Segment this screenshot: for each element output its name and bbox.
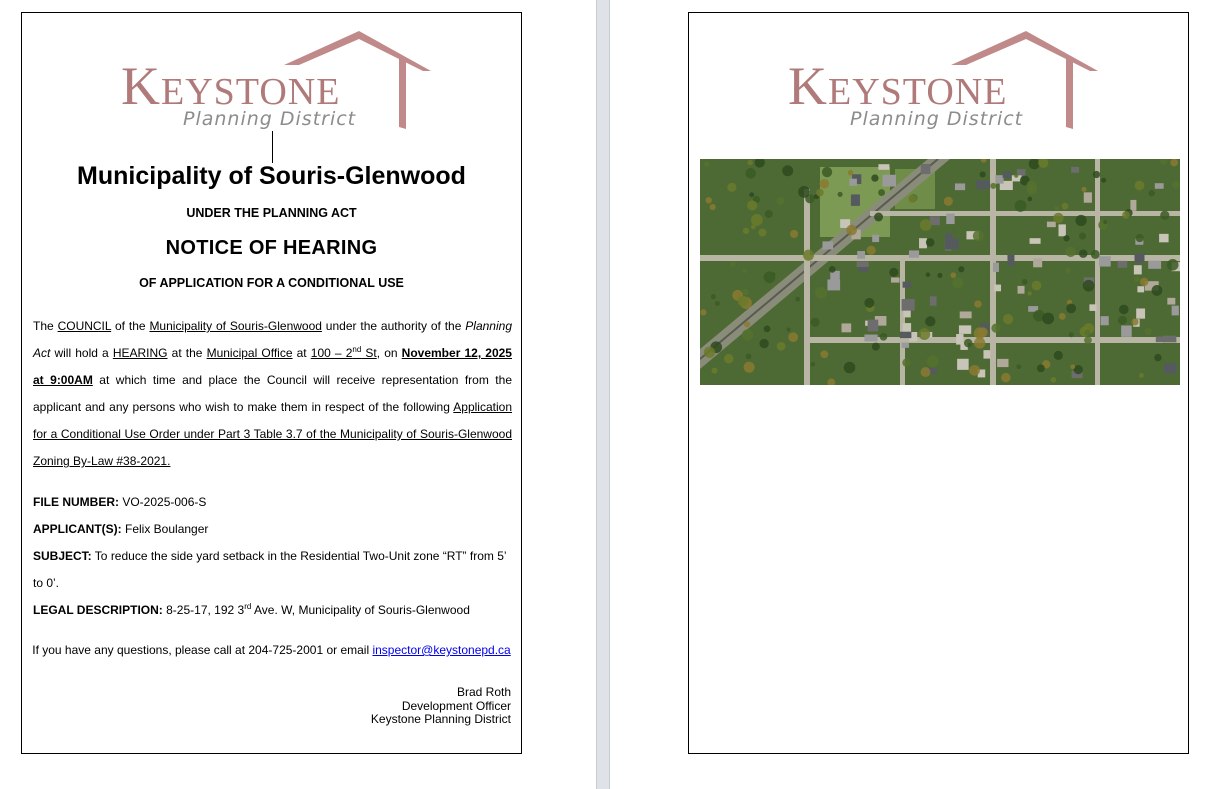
application-text: Application for a Conditional Use Order under Part 3 Table 3.7 of the Municipality of Souris-Glenwood Zoning By-Law #38-2021. xyxy=(33,400,512,468)
aerial-tree xyxy=(1122,211,1130,219)
aerial-house xyxy=(1059,224,1066,236)
aerial-tree xyxy=(926,238,935,247)
file-number: FILE NUMBER: VO-2025-006-S xyxy=(33,495,207,509)
aerial-tree xyxy=(743,228,749,234)
aerial-tree xyxy=(746,354,752,360)
applicant: APPLICANT(S): Felix Boulanger xyxy=(33,522,209,536)
signature-name: Brad Roth xyxy=(456,685,511,699)
aerial-tree xyxy=(782,165,793,176)
aerial-house xyxy=(993,263,999,272)
aerial-house xyxy=(957,359,969,370)
aerial-tree xyxy=(1119,305,1129,315)
aerial-tree xyxy=(964,339,972,347)
aerial-tree xyxy=(951,272,957,278)
aerial-tree xyxy=(1081,187,1086,192)
aerial-tree xyxy=(1083,280,1095,292)
logo-keystone-2: EYSTONE xyxy=(828,71,1008,113)
aerial-tree xyxy=(1015,200,1027,212)
aerial-tree xyxy=(1140,278,1148,286)
signature-org: Keystone Planning District xyxy=(370,712,511,726)
aerial-tree xyxy=(1063,235,1069,241)
aerial-house xyxy=(1003,172,1012,178)
aerial-tree xyxy=(974,300,981,307)
aerial-tree xyxy=(1054,206,1059,211)
aerial-house xyxy=(1101,316,1109,325)
aerial-tree xyxy=(738,296,749,307)
aerial-tree xyxy=(712,368,718,374)
aerial-house xyxy=(976,180,990,189)
aerial-tree xyxy=(973,230,984,241)
aerial-tree xyxy=(864,298,874,308)
aerial-tree xyxy=(1091,250,1100,259)
aerial-tree xyxy=(1135,181,1145,191)
aerial-tree xyxy=(747,200,757,210)
aerial-house xyxy=(946,214,954,225)
aerial-tree xyxy=(749,192,754,197)
aerial-house xyxy=(1084,192,1092,202)
aerial-tree xyxy=(710,204,716,210)
aerial-tree xyxy=(991,323,1000,332)
aerial-tree xyxy=(803,250,814,261)
aerial-tree xyxy=(978,327,988,337)
aerial-tree xyxy=(1051,377,1057,383)
aerial-house xyxy=(1018,286,1025,294)
aerial-tree xyxy=(776,197,784,205)
aerial-house xyxy=(1164,363,1177,373)
aerial-tree xyxy=(1014,174,1018,178)
aerial-tree xyxy=(926,272,931,277)
aerial-tree xyxy=(969,365,980,376)
aerial-house xyxy=(851,194,860,205)
aerial-tree xyxy=(715,301,720,306)
aerial-house xyxy=(1099,256,1111,266)
aerial-tree xyxy=(871,174,878,181)
aerial-tree xyxy=(811,362,816,367)
aerial-tree xyxy=(1003,314,1013,324)
aerial-tree xyxy=(872,343,880,351)
aerial-tree xyxy=(1065,267,1071,273)
aerial-tree xyxy=(846,225,857,236)
aerial-tree xyxy=(1053,213,1063,223)
aerial-tree xyxy=(790,230,798,238)
aerial-house xyxy=(859,267,868,272)
aerial-house xyxy=(864,335,877,342)
aerial-tree xyxy=(1084,336,1092,344)
address-text: 100 – 2nd St xyxy=(310,345,377,360)
aerial-tree xyxy=(1145,328,1152,335)
email-link[interactable]: inspector@keystonepd.ca xyxy=(372,643,511,657)
aerial-house xyxy=(1007,255,1014,266)
aerial-house xyxy=(945,239,959,250)
aerial-house xyxy=(878,164,889,170)
aerial-tree xyxy=(1079,233,1086,240)
aerial-tree xyxy=(1139,373,1144,378)
aerial-tree xyxy=(724,354,733,363)
aerial-tree xyxy=(1152,285,1163,296)
aerial-tree xyxy=(838,192,843,197)
aerial-tree xyxy=(1001,373,1010,382)
aerial-tree xyxy=(742,329,753,340)
aerial-tree xyxy=(730,262,735,267)
aerial-tree xyxy=(944,197,953,206)
aerial-house xyxy=(921,164,931,174)
signature-block xyxy=(371,686,511,727)
aerial-tree xyxy=(798,186,810,198)
hearing-date: November 12, 2025 at 9:00AM xyxy=(33,346,512,387)
aerial-tree xyxy=(1062,203,1069,210)
aerial-tree xyxy=(1134,276,1140,282)
aerial-tree xyxy=(1065,247,1075,257)
legal-description: LEGAL DESCRIPTION: 8-25-17, 192 3rd Ave. W, Municipality of Souris-Glenwood xyxy=(33,602,470,617)
aerial-house xyxy=(1130,200,1136,211)
hearing-text: HEARING xyxy=(112,346,168,360)
aerial-tree xyxy=(1066,303,1076,313)
aerial-house xyxy=(995,175,1003,183)
aerial-tree xyxy=(816,189,824,197)
aerial-tree xyxy=(1069,332,1074,337)
act-line: UNDER THE PLANNING ACT xyxy=(186,206,357,220)
notice-title: NOTICE OF HEARING xyxy=(165,237,378,259)
aerial-house xyxy=(955,183,965,190)
municipality-text: Municipality of Souris-Glenwood xyxy=(149,319,322,333)
aerial-house xyxy=(1135,253,1145,263)
aerial-house xyxy=(891,277,900,282)
aerial-tree xyxy=(711,294,716,299)
aerial-house xyxy=(1148,261,1161,269)
aerial-tree xyxy=(1027,180,1037,190)
document-page-2 xyxy=(688,12,1189,754)
aerial-tree xyxy=(1027,291,1031,295)
aerial-tree xyxy=(867,246,876,255)
aerial-house xyxy=(1136,308,1145,318)
aerial-house xyxy=(930,296,937,305)
aerial-house xyxy=(1155,183,1164,189)
aerial-tree xyxy=(1054,351,1063,360)
aerial-tree xyxy=(764,271,776,283)
aerial-tree xyxy=(765,210,773,218)
keystone-logo xyxy=(119,29,439,129)
logo-keystone: EYSTONE xyxy=(161,71,341,113)
aerial-tree xyxy=(880,333,888,341)
aerial-house xyxy=(997,359,1008,367)
aerial-tree xyxy=(889,268,898,277)
aerial-tree xyxy=(788,332,798,342)
aerial-house xyxy=(983,350,990,358)
aerial-tree xyxy=(874,213,883,222)
aerial-tree xyxy=(844,362,856,374)
aerial-tree xyxy=(1042,313,1054,325)
aerial-tree xyxy=(1016,364,1021,369)
aerial-tree xyxy=(1032,281,1042,291)
aerial-tree xyxy=(744,362,755,373)
aerial-tree xyxy=(1149,190,1155,196)
planning-act-text: Planning Act xyxy=(33,319,512,360)
aerial-tree xyxy=(1167,259,1179,271)
aerial-tree xyxy=(795,297,800,302)
aerial-house xyxy=(956,334,963,345)
logo-subtitle-2: Planning District xyxy=(850,108,1024,129)
aerial-house xyxy=(1172,306,1179,316)
aerial-house xyxy=(903,282,912,288)
aerial-tree xyxy=(742,289,749,296)
aerial-tree xyxy=(745,168,756,179)
aerial-tree xyxy=(1103,220,1107,224)
signature-title: Development Officer xyxy=(401,698,511,713)
council-text: COUNCIL xyxy=(57,319,112,333)
aerial-tree xyxy=(974,337,985,348)
aerial-tree xyxy=(1084,330,1090,336)
document-page-1 xyxy=(21,12,522,754)
aerial-tree xyxy=(1101,178,1106,183)
aerial-house xyxy=(900,332,912,338)
aerial-tree xyxy=(1022,279,1028,285)
aerial-tree xyxy=(751,214,763,226)
aerial-tree xyxy=(704,161,710,167)
aerial-tree xyxy=(1079,249,1088,258)
aerial-tree xyxy=(921,367,931,377)
logo-k-2: K xyxy=(788,56,827,116)
aerial-tree xyxy=(1070,364,1075,369)
aerial-house xyxy=(857,251,865,259)
aerial-tree xyxy=(704,347,715,358)
text-cursor xyxy=(272,131,273,163)
aerial-tree xyxy=(758,229,766,237)
aerial-tree xyxy=(742,269,746,273)
aerial-tree xyxy=(918,328,930,340)
aerial-tree xyxy=(908,195,916,203)
aerial-tree xyxy=(764,326,771,333)
aerial-tree xyxy=(727,183,736,192)
aerial-house xyxy=(1118,261,1128,268)
aerial-tree xyxy=(1059,313,1066,320)
aerial-tree xyxy=(829,266,836,273)
aerial-house xyxy=(909,250,919,257)
aerial-house xyxy=(919,238,927,248)
aerial-tree xyxy=(759,339,768,348)
aerial-tree xyxy=(1028,197,1033,202)
aerial-tree xyxy=(787,327,791,331)
aerial-tree xyxy=(927,355,939,367)
logo-k: K xyxy=(121,56,160,116)
application-line: OF APPLICATION FOR A CONDITIONAL USE xyxy=(139,276,404,290)
aerial-tree xyxy=(1154,354,1161,361)
aerial-house xyxy=(1159,234,1169,242)
aerial-tree xyxy=(777,342,786,351)
aerial-house xyxy=(1071,167,1079,173)
aerial-tree xyxy=(1172,181,1180,189)
notice-paragraph: The COUNCIL of the Municipality of Souris-Glenwood under the authority of the Planning Act will hold a HEARING at the Municipal Office at 100 – 2nd St, on November 12, 2025 at 9:00AM at which time and place the Council will receive representation from the applicant and any persons who wish to make them in respect of the following Application for a Conditional Use Order under Part 3 Table 3.7 of the Municipality of Souris-Glenwood Zoning By-Law #38-2021. xyxy=(33,319,512,468)
aerial-tree xyxy=(952,277,963,288)
aerial-house xyxy=(902,343,909,348)
aerial-house xyxy=(994,285,1001,292)
aerial-tree xyxy=(878,189,885,196)
aerial-tree xyxy=(820,179,830,189)
aerial-house xyxy=(1089,304,1096,311)
aerial-house xyxy=(857,261,869,266)
aerial-house xyxy=(842,323,852,332)
aerial-tree xyxy=(1131,318,1138,325)
aerial-tree xyxy=(902,358,910,366)
aerial-house xyxy=(1167,298,1175,305)
aerial-house xyxy=(849,179,856,186)
aerial-tree xyxy=(820,350,828,358)
aerial-house xyxy=(827,279,840,290)
aerial-house xyxy=(959,325,971,334)
aerial-house xyxy=(902,299,915,311)
aerial-house xyxy=(960,311,972,318)
aerial-tree xyxy=(1136,234,1144,242)
aerial-house xyxy=(1033,259,1042,268)
aerial-tree xyxy=(751,225,756,230)
municipality-title: Municipality of Souris-Glenwood xyxy=(77,162,466,190)
aerial-house xyxy=(868,320,879,332)
aerial-tree xyxy=(1037,364,1045,372)
aerial-house xyxy=(1047,222,1056,228)
office-text: Municipal Office xyxy=(206,346,293,360)
keystone-logo-2 xyxy=(786,29,1106,129)
aerial-tree xyxy=(1160,211,1169,220)
aerial-tree xyxy=(822,167,832,177)
aerial-tree xyxy=(700,309,706,315)
aerial-tree xyxy=(937,273,942,278)
aerial-tree xyxy=(1075,215,1086,226)
aerial-map-image xyxy=(700,159,1180,385)
aerial-tree xyxy=(815,287,827,299)
aerial-tree xyxy=(747,160,752,165)
aerial-house xyxy=(822,241,833,249)
questions-line: If you have any questions, please call at 204-725-2001 or email inspector@keystonepd.ca xyxy=(32,643,511,657)
aerial-house xyxy=(1134,265,1142,274)
aerial-tree xyxy=(744,321,750,327)
aerial-house xyxy=(1121,325,1132,336)
logo-subtitle: Planning District xyxy=(183,108,357,129)
aerial-house xyxy=(1030,238,1041,244)
aerial-tree xyxy=(811,318,820,327)
subject: SUBJECT: To reduce the side yard setback in the Residential Two-Unit zone “RT” from 5’ to 0’. xyxy=(33,549,507,590)
aerial-tree xyxy=(706,197,712,203)
aerial-tree xyxy=(1093,171,1100,178)
aerial-tree xyxy=(848,170,853,175)
aerial-tree xyxy=(980,171,986,177)
aerial-house xyxy=(872,235,879,242)
page-gutter xyxy=(596,0,610,789)
aerial-house xyxy=(883,175,897,187)
aerial-tree xyxy=(925,316,935,326)
aerial-tree xyxy=(1170,159,1178,166)
aerial-house xyxy=(1137,286,1144,292)
aerial-house xyxy=(1163,336,1176,343)
aerial-tree xyxy=(958,266,964,272)
aerial-tree xyxy=(920,219,932,231)
aerial-tree xyxy=(1118,316,1127,325)
aerial-tree xyxy=(990,183,996,189)
